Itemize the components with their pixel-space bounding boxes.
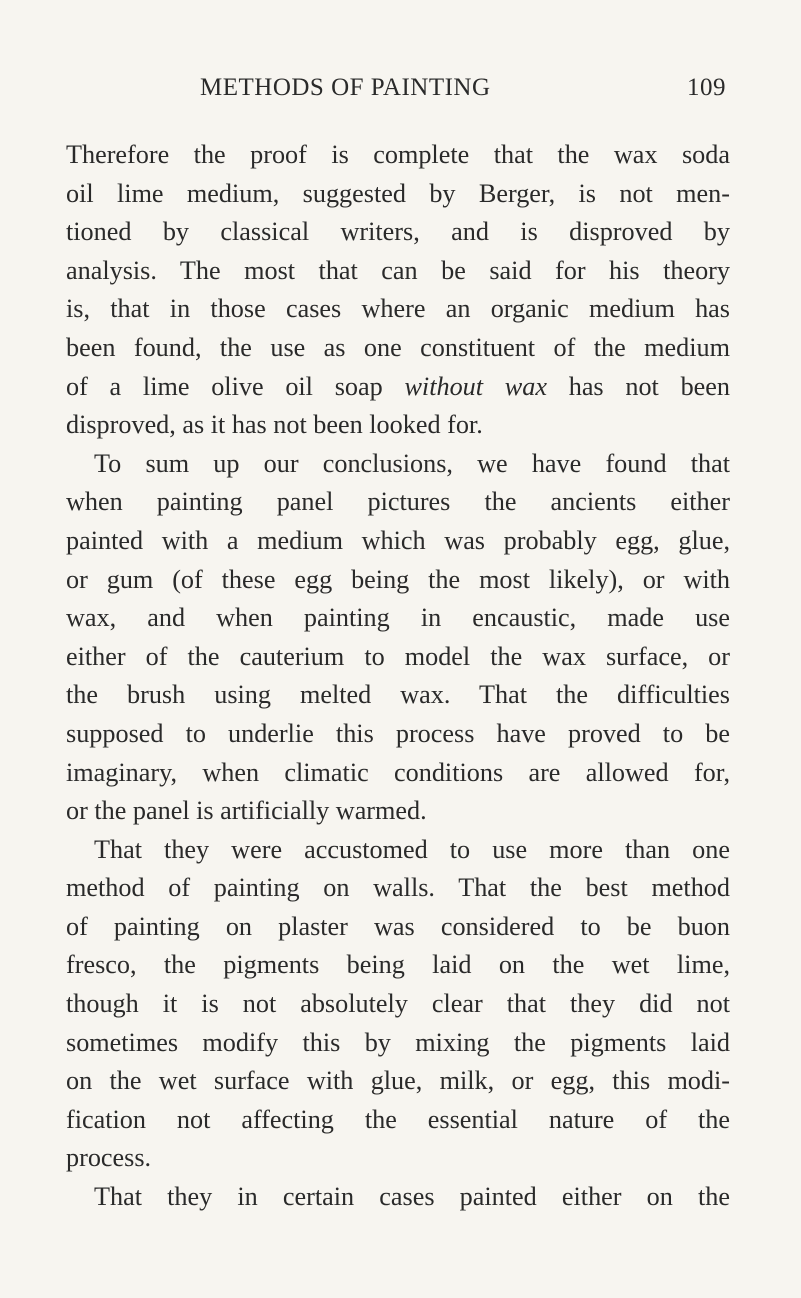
text-line: of painting on plaster was considered to be buon xyxy=(66,911,730,941)
text-line: wax, and when painting in encaustic, made use xyxy=(66,603,730,633)
text-line: tioned by classical writers, and is disproved by xyxy=(66,217,730,247)
text-line: That they in certain cases painted either on the xyxy=(94,1182,730,1212)
text-line: been found, the use as one constituent of the medium xyxy=(66,332,730,362)
text-line: or gum (of these egg being the most likely), or with xyxy=(66,564,730,594)
text-segment: of a lime olive oil soap xyxy=(66,371,383,401)
text-line: though it is not absolutely clear that they did not xyxy=(66,989,730,1019)
text-line: supposed to underlie this process have proved to be xyxy=(66,718,730,748)
text-line: To sum up our conclusions, we have found that xyxy=(94,448,730,478)
text-line: the brush using melted wax. That the difficulties xyxy=(66,680,730,710)
text-line: or the panel is artificially warmed. xyxy=(66,796,427,826)
text-line: imaginary, when climatic conditions are allowed for, xyxy=(66,757,730,787)
text-line: analysis. The most that can be said for his theory xyxy=(66,255,730,285)
text-line: sometimes modify this by mixing the pigments laid xyxy=(66,1027,730,1057)
text-line: That they were accustomed to use more than one xyxy=(94,834,730,864)
text-line: on the wet surface with glue, milk, or egg, this modi- xyxy=(66,1066,730,1096)
text-segment: has not been xyxy=(568,371,731,401)
book-page xyxy=(66,70,730,1217)
text-line: when painting panel pictures the ancients either xyxy=(66,487,730,517)
emphasis-text: without wax xyxy=(404,371,547,401)
text-line: process. xyxy=(66,1143,152,1173)
text-line: is, that in those cases where an organic medium has xyxy=(66,294,730,324)
text-line: disproved, as it has not been looked for. xyxy=(66,410,483,440)
text-line: oil lime medium, suggested by Berger, is not men- xyxy=(66,178,730,208)
text-line xyxy=(66,368,730,407)
text-line: fresco, the pigments being laid on the wet lime, xyxy=(66,950,730,980)
running-title: METHODS OF PAINTING xyxy=(200,74,491,101)
running-head xyxy=(66,70,730,110)
text-line: painted with a medium which was probably egg, glue, xyxy=(66,525,730,555)
text-line: either of the cauterium to model the wax surface, or xyxy=(66,641,730,671)
text-line: method of painting on walls. That the best method xyxy=(66,873,730,903)
body-text xyxy=(66,136,730,1217)
page-number: 109 xyxy=(687,74,726,101)
text-line: Therefore the proof is complete that the wax soda xyxy=(66,140,730,169)
text-line: fication not affecting the essential nature of the xyxy=(66,1104,730,1134)
